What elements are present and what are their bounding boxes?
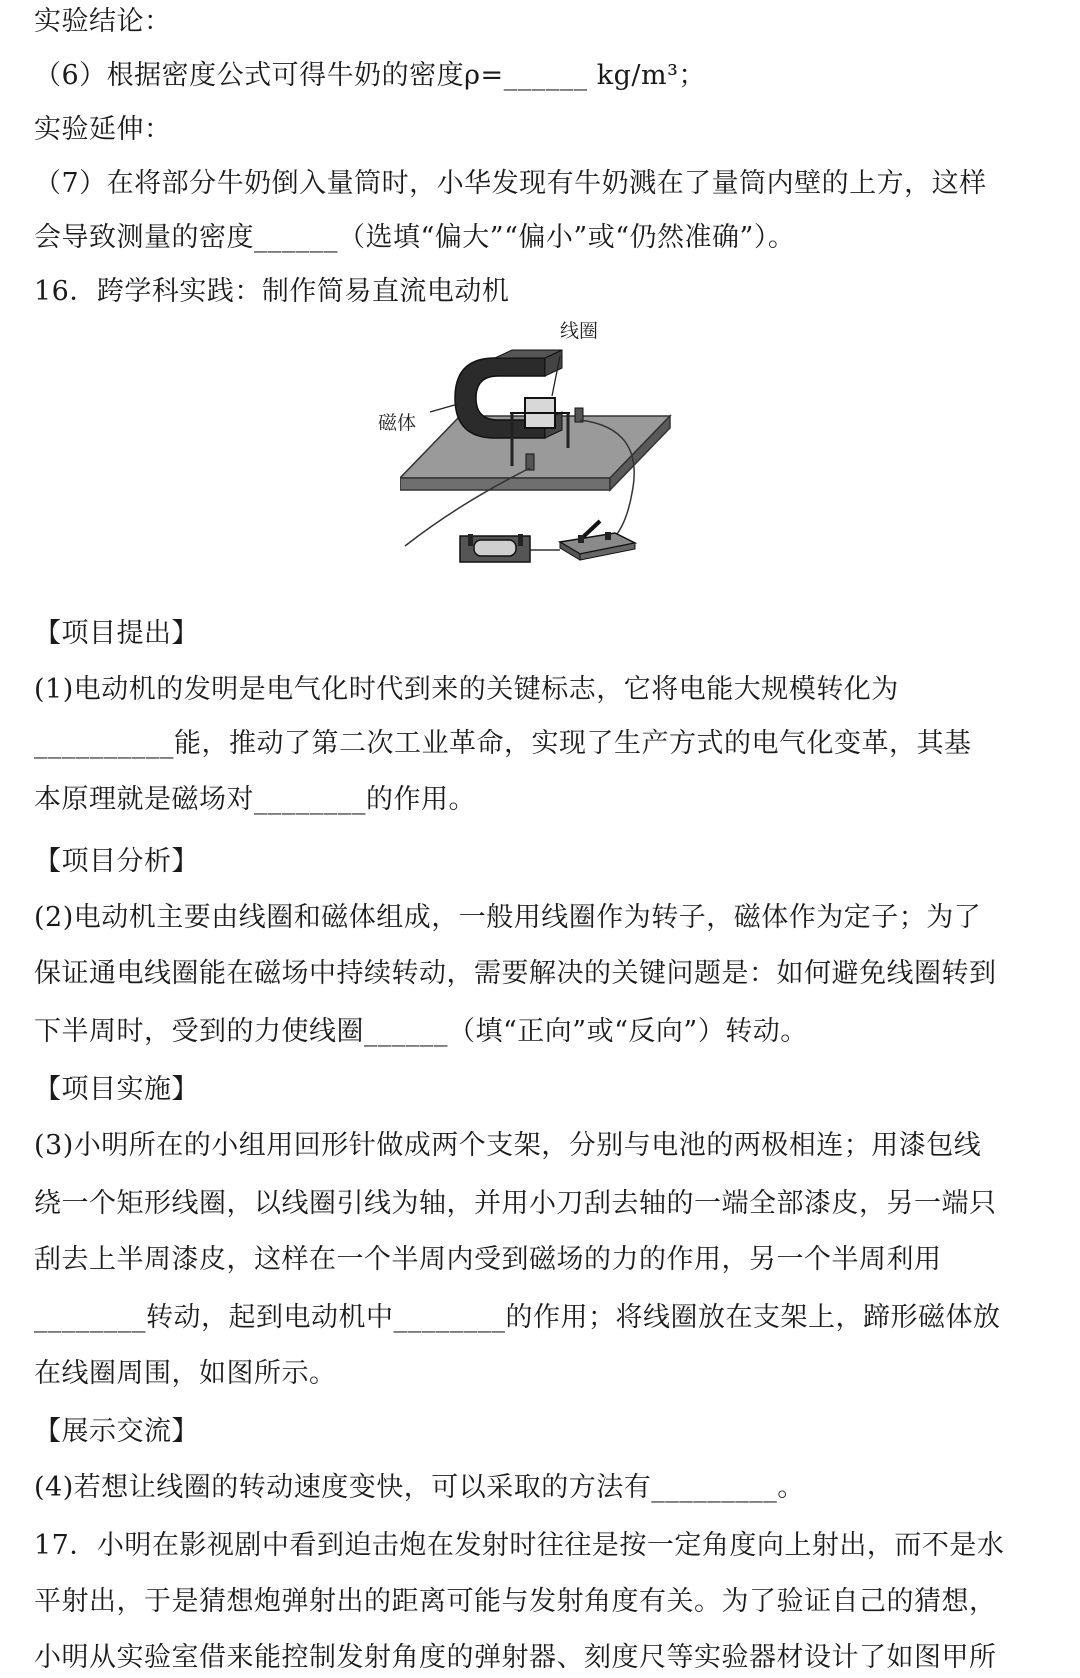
text-line: __________能，推动了第二次工业革命，实现了生产方式的电气化变革，其基 [34, 728, 972, 759]
motor-figure [378, 320, 700, 608]
question-heading: 17．小明在影视剧中看到迫击炮在发射时往往是按一定角度向上射出，而不是水 [34, 1530, 1005, 1561]
section-heading: 【项目提出】 [34, 618, 199, 649]
magnet-label: 磁体 [378, 412, 417, 434]
section-heading: 【展示交流】 [34, 1416, 199, 1447]
text-line: 刮去上半周漆皮，这样在一个半周内受到磁场的力的作用，另一个半周利用 [34, 1244, 942, 1275]
text-line: 绕一个矩形线圈，以线圈引线为轴，并用小刀刮去轴的一端全部漆皮，另一端只 [34, 1188, 997, 1219]
text-line: 会导致测量的密度______（选填“偏大”“偏小”或“仍然准确”）。 [34, 222, 796, 253]
question-heading: 16．跨学科实践：制作简易直流电动机 [34, 276, 510, 307]
text-line: (4)若想让线圈的转动速度变快，可以采取的方法有_________。 [34, 1472, 805, 1503]
text-line: (2)电动机主要由线圈和磁体组成，一般用线圈作为转子，磁体作为定子；为了 [34, 902, 982, 933]
text-line: 小明从实验室借来能控制发射角度的弹射器、刻度尺等实验器材设计了如图甲所 [34, 1642, 997, 1673]
section-heading: 【项目实施】 [34, 1074, 199, 1105]
text-line: (3)小明所在的小组用回形针做成两个支架，分别与电池的两极相连；用漆包线 [34, 1130, 982, 1161]
text-line: 在线圈周围，如图所示。 [34, 1358, 337, 1389]
section-heading: 【项目分析】 [34, 846, 199, 877]
text-line: 实验延伸： [34, 114, 172, 145]
text-line: (1)电动机的发明是电气化时代到来的关键标志，它将电能大规模转化为 [34, 674, 899, 705]
text-line: （6）根据密度公式可得牛奶的密度ρ=______ kg/m³； [34, 60, 706, 91]
motor-illustration [400, 328, 700, 608]
coil-label: 线圈 [560, 320, 599, 342]
text-line: 实验结论： [34, 6, 172, 37]
text-line: 本原理就是磁场对________的作用。 [34, 784, 476, 815]
text-line: ________转动，起到电动机中________的作用；将线圈放在支架上，蹄形磁体放 [34, 1302, 1001, 1333]
text-line: 保证通电线圈能在磁场中持续转动，需要解决的关键问题是：如何避免线圈转到 [34, 958, 997, 989]
text-line: 平射出，于是猜想炮弹射出的距离可能与发射角度有关。为了验证自己的猜想， [34, 1586, 997, 1617]
text-line: （7）在将部分牛奶倒入量筒时，小华发现有牛奶溅在了量筒内壁的上方，这样 [34, 168, 987, 199]
text-line: 下半周时，受到的力使线圈______（填“正向”或“反向”）转动。 [34, 1016, 808, 1047]
